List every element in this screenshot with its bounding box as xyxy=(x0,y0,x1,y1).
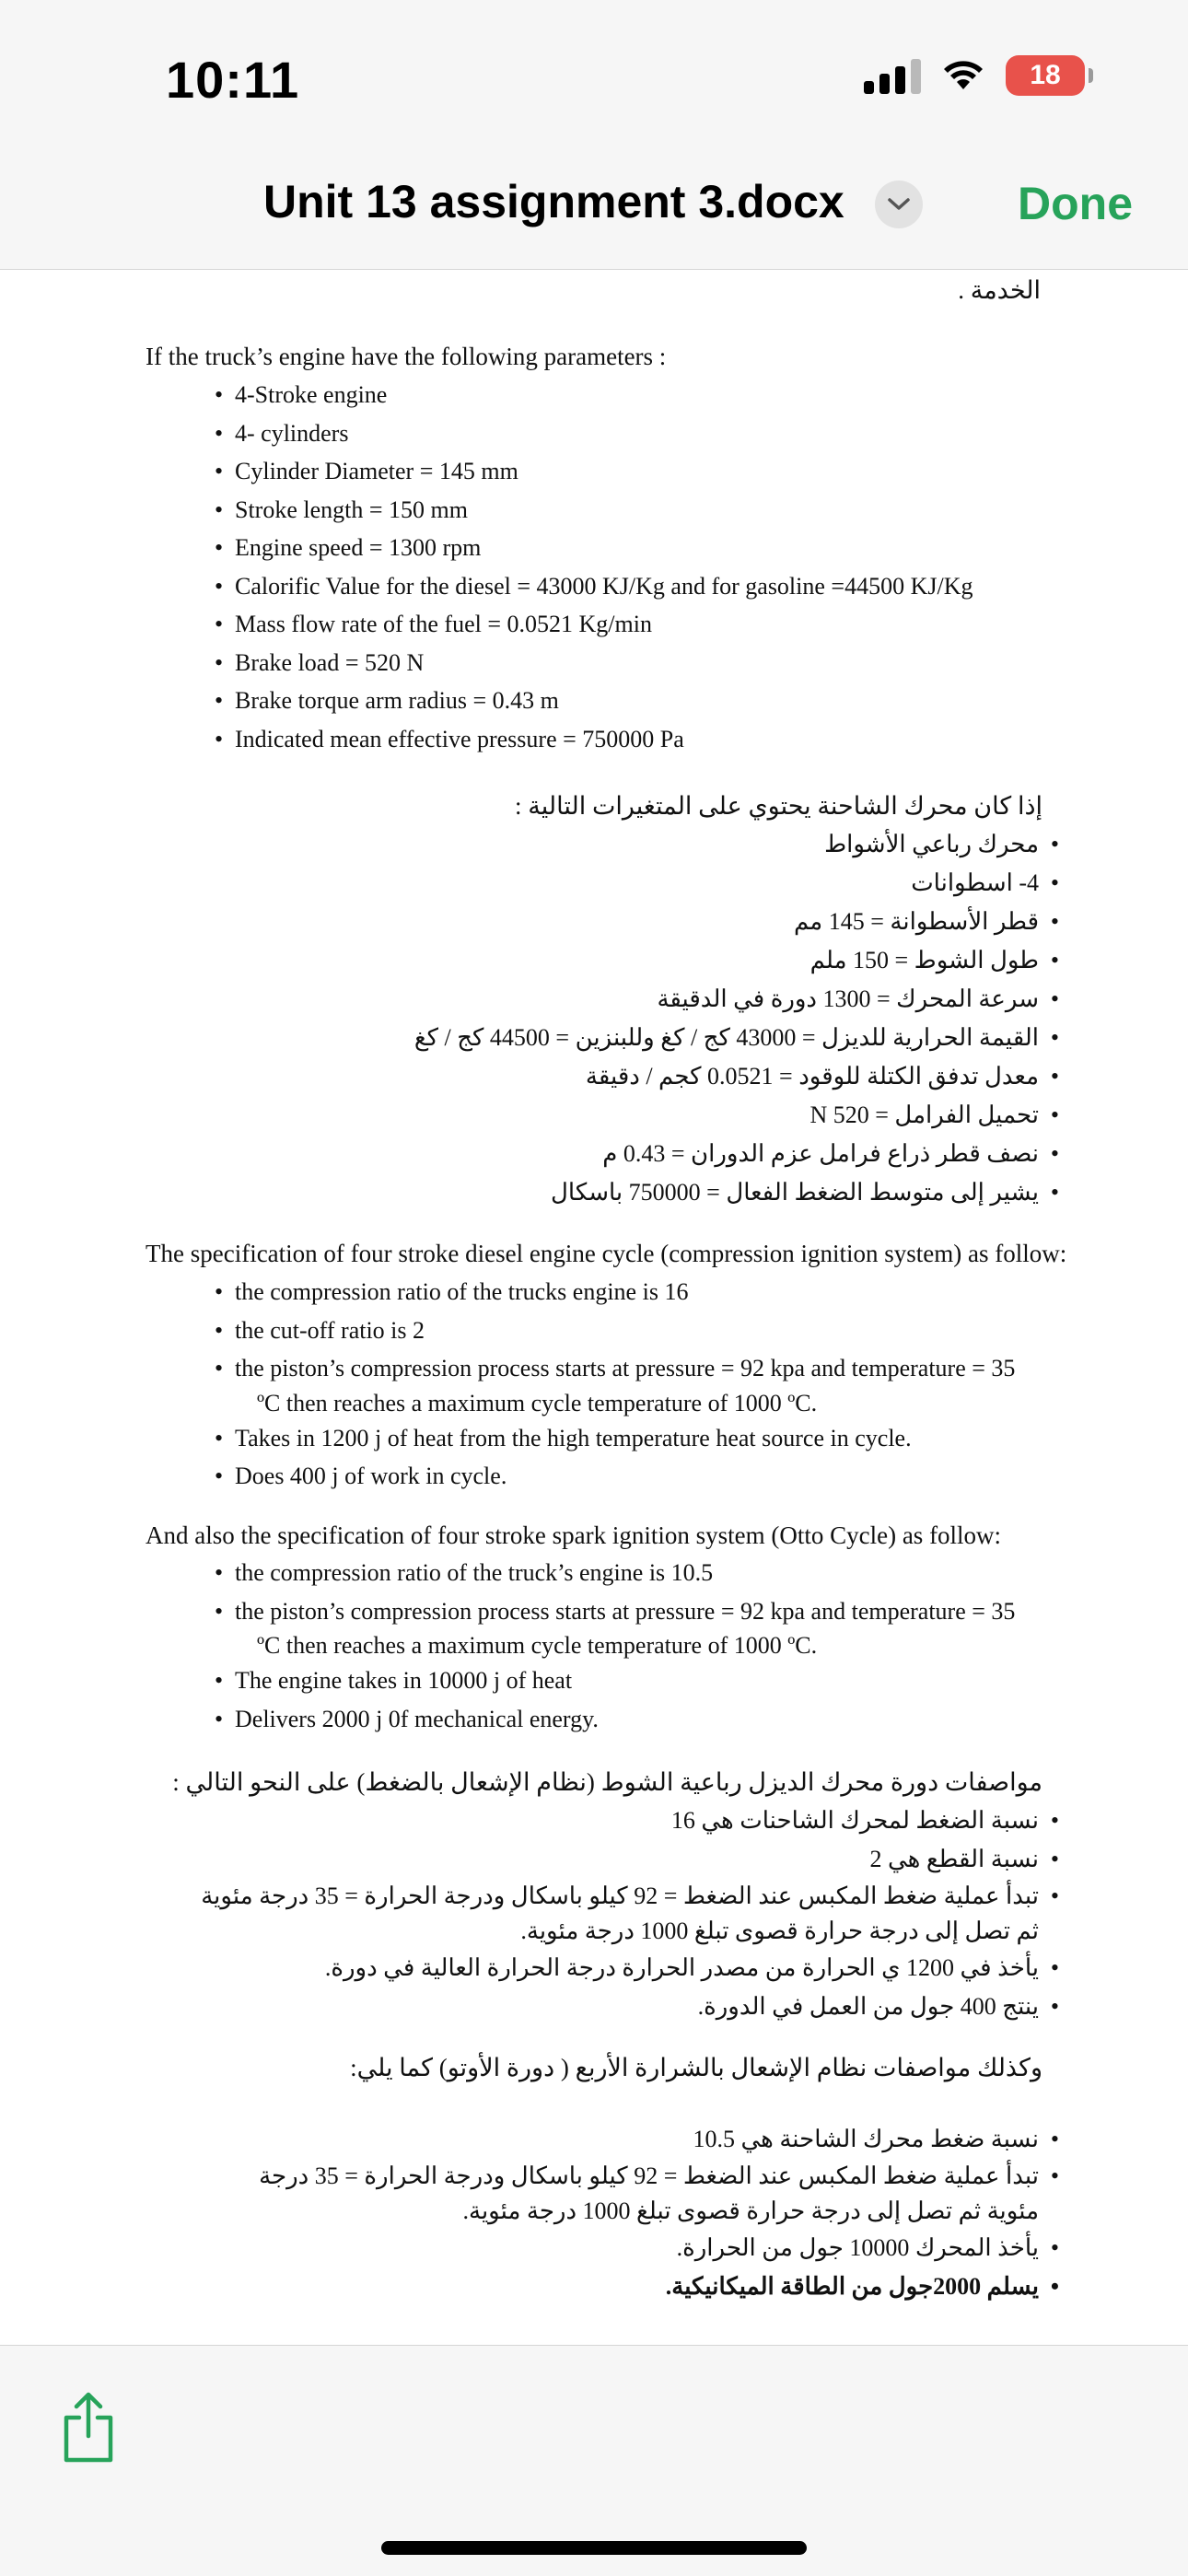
header xyxy=(0,175,1188,249)
arabic-fragment: الخدمة . xyxy=(958,276,1041,304)
home-indicator[interactable] xyxy=(381,2541,807,2555)
list-item-continuation: ºC then reaches a maximum cycle temperature of 1000 ºC. xyxy=(257,1632,818,1659)
cellular-signal-icon xyxy=(864,57,921,94)
battery-level: 18 xyxy=(1030,60,1061,90)
battery-icon xyxy=(1006,55,1085,96)
share-button[interactable] xyxy=(59,2390,118,2464)
list-item: • يشير إلى متوسط الضغط الفعال = 750000 باسكال xyxy=(414,1173,1059,1212)
list-item: • the compression ratio of the trucks engine is 16 xyxy=(0,1273,1015,1311)
title-menu-button[interactable] xyxy=(875,181,923,228)
status-time: 10:11 xyxy=(166,51,300,109)
diesel-intro-ar: مواصفات دورة محرك الديزل رباعية الشوط (نظام الإشعال بالضغط) على النحو التالي : xyxy=(172,1768,1042,1796)
list-item: • the compression ratio of the truck’s engine is 10.5 xyxy=(0,1554,1015,1592)
list-item-text: the piston’s compression process starts at pressure = 92 kpa and temperature = 35 xyxy=(235,1355,1016,1381)
list-item: • سرعة المحرك = 1300 دورة في الدقيقة xyxy=(414,980,1059,1019)
list-item: • يأخذ المحرك 10000 جول من الحرارة. xyxy=(230,2229,1059,2267)
params-list-ar xyxy=(414,825,1059,1212)
list-item: • نصف قطر ذراع فرامل عزم الدوران = 0.43 م xyxy=(414,1135,1059,1173)
otto-list-ar xyxy=(230,2120,1059,2306)
list-item: • محرك رباعي الأشواط xyxy=(414,825,1059,864)
list-item: • Delivers 2000 j 0f mechanical energy. xyxy=(0,1700,1015,1739)
list-item: • تحميل الفرامل = N 520 xyxy=(414,1096,1059,1135)
chevron-down-icon xyxy=(887,197,911,212)
list-item: • ينتج 400 جول من العمل في الدورة. xyxy=(193,1987,1059,2026)
list-item: • تبدأ عملية ضغط المكبس عند الضغط = 92 كيلو باسكال ودرجة الحرارة = 35 درجة مئوية ثم تصل إلى درجة حرارة قصوى تبلغ 1000 درجة مئوية. xyxy=(230,2159,1059,2229)
params-intro-ar: إذا كان محرك الشاحنة يحتوي على المتغيرات التالية : xyxy=(515,792,1042,820)
list-item: • Indicated mean effective pressure = 750000 Pa xyxy=(0,720,973,759)
list-item: • Brake load = 520 N xyxy=(0,644,973,682)
wifi-icon xyxy=(941,58,985,93)
list-item: • 4-Stroke engine xyxy=(0,376,973,414)
document-viewer[interactable] xyxy=(0,269,1188,2345)
top-bar xyxy=(0,0,1188,270)
list-item: • Does 400 j of work in cycle. xyxy=(0,1457,1015,1496)
list-item: • نسبة الضغط لمحرك الشاحنات هي 16 xyxy=(193,1801,1059,1840)
list-item: • يأخذ في 1200 ي الحرارة من مصدر الحرارة درجة الحرارة العالية في دورة. xyxy=(193,1949,1059,1987)
params-intro-en: If the truck’s engine have the following parameters : xyxy=(146,343,667,370)
document-title[interactable]: Unit 13 assignment 3.docx xyxy=(263,176,844,227)
list-item: • 4- اسطوانات xyxy=(414,864,1059,903)
list-item: • The engine takes in 10000 j of heat xyxy=(0,1661,1015,1700)
list-item: • تبدأ عملية ضغط المكبس عند الضغط = 92 كيلو باسكال ودرجة الحرارة = 35 درجة مئوية ثم تصل إلى درجة حرارة قصوى تبلغ 1000 درجة مئوية. xyxy=(193,1879,1059,1949)
list-item: • طول الشوط = 150 ملم xyxy=(414,941,1059,980)
done-button[interactable]: Done xyxy=(1018,178,1133,229)
list-item: • نسبة القطع هي 2 xyxy=(193,1840,1059,1879)
list-item-text: the piston’s compression process starts at pressure = 92 kpa and temperature = 35 xyxy=(235,1597,1016,1625)
diesel-intro-en: The specification of four stroke diesel engine cycle (compression ignition system) as follow: xyxy=(146,1240,1067,1267)
bottom-toolbar xyxy=(0,2345,1188,2576)
list-item: • Takes in 1200 j of heat from the high temperature heat source in cycle. xyxy=(0,1419,1015,1458)
status-icons xyxy=(864,55,1085,96)
list-item: • القيمة الحرارية للديزل = 43000 كج / كغ وللبنزين = 44500 كج / كغ xyxy=(414,1019,1059,1057)
otto-intro-ar: وكذلك مواصفات نظام الإشعال بالشرارة الأربع ( دورة الأوتو) كما يلي: xyxy=(350,2054,1042,2081)
list-item: • Brake torque arm radius = 0.43 m xyxy=(0,682,973,720)
diesel-list-en xyxy=(0,1273,1015,1496)
list-item: • 4- cylinders xyxy=(0,414,973,453)
list-item-continuation: ºC then reaches a maximum cycle temperature of 1000 ºC. xyxy=(257,1389,818,1416)
list-item xyxy=(0,1349,1015,1419)
list-item: • Calorific Value for the diesel = 43000 KJ/Kg and for gasoline =44500 KJ/Kg xyxy=(0,567,973,606)
list-item: • Stroke length = 150 mm xyxy=(0,491,973,530)
list-item: • Engine speed = 1300 rpm xyxy=(0,529,973,567)
list-item: • قطر الأسطوانة = 145 مم xyxy=(414,903,1059,941)
list-item: • Cylinder Diameter = 145 mm xyxy=(0,452,973,491)
list-item xyxy=(0,1592,1015,1662)
share-icon xyxy=(59,2390,118,2464)
list-item: • نسبة ضغط محرك الشاحنة هي 10.5 xyxy=(230,2120,1059,2159)
list-item: • يسلم 2000جول من الطاقة الميكانيكية. xyxy=(230,2267,1059,2306)
params-list-en xyxy=(0,376,973,758)
otto-list-en xyxy=(0,1554,1015,1738)
list-item: • the cut-off ratio is 2 xyxy=(0,1311,1015,1350)
otto-intro-en: And also the specification of four stroke spark ignition system (Otto Cycle) as follow: xyxy=(146,1521,1002,1549)
list-item: • معدل تدفق الكتلة للوقود = 0.0521 كجم / دقيقة xyxy=(414,1057,1059,1096)
list-item: • Mass flow rate of the fuel = 0.0521 Kg/min xyxy=(0,605,973,644)
diesel-list-ar xyxy=(193,1801,1059,2026)
